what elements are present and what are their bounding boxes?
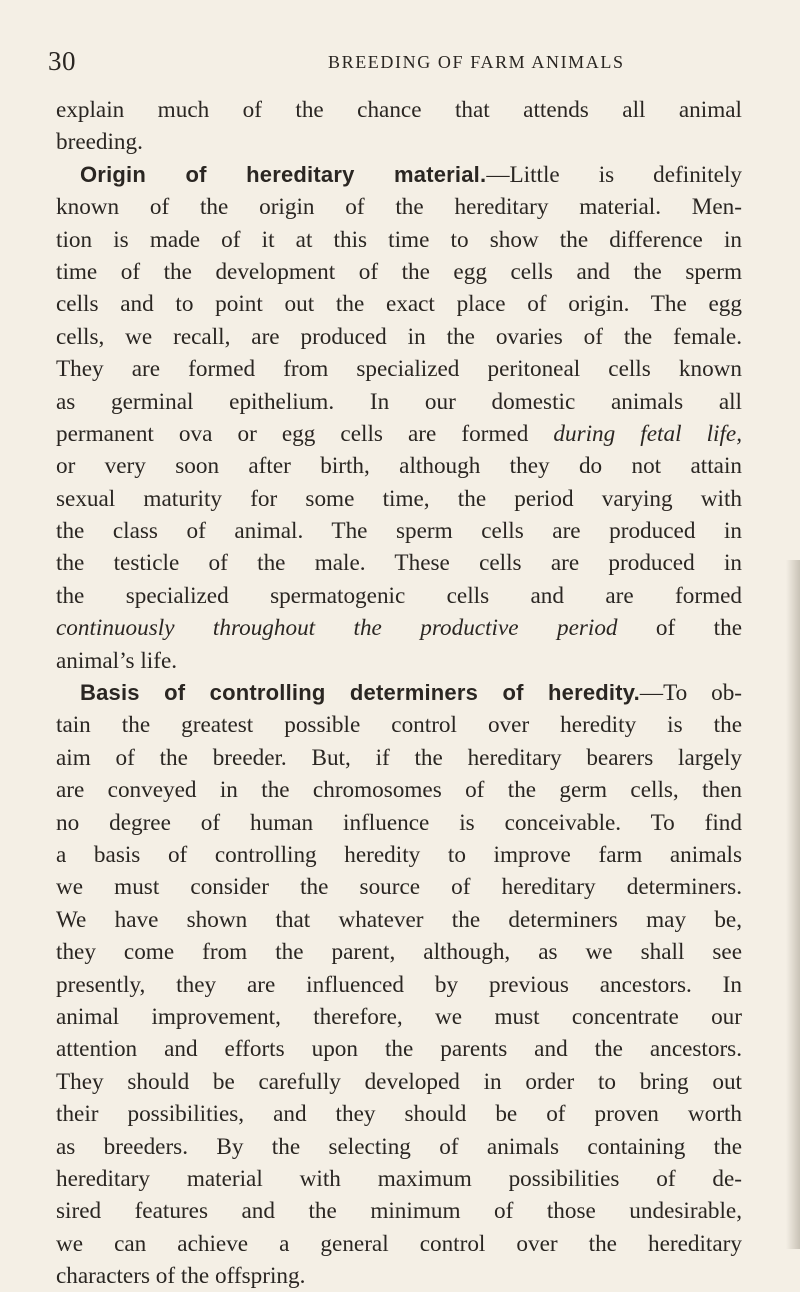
text-run: attention and efforts upon the parents and the ancestors.: [56, 1036, 742, 1063]
text-line: [56, 1163, 742, 1195]
body-text: [56, 94, 742, 1292]
text-run: a basis of controlling heredity to improve farm animals: [56, 841, 742, 868]
text-run: hereditary material with maximum possibilities of de-: [56, 1165, 742, 1192]
text-line: [56, 94, 742, 126]
text-line: [56, 191, 742, 223]
text-line: [56, 450, 742, 482]
text-run: as breeders. By the selecting of animals containing the: [56, 1133, 742, 1160]
text-line: [56, 159, 742, 191]
text-line: [56, 547, 742, 579]
text-line: [56, 515, 742, 547]
text-line: [56, 1228, 742, 1260]
text-line: [56, 224, 742, 256]
running-title: BREEDING OF FARM ANIMALS: [328, 52, 625, 72]
page-edge-shadow: [786, 560, 800, 1249]
text-line: [56, 904, 742, 936]
text-line: [56, 418, 742, 450]
text-line: [56, 1260, 742, 1292]
text-line: [56, 807, 742, 839]
text-run: their possibilities, and they should be of proven worth: [56, 1101, 742, 1128]
section-heading: Origin of hereditary material.: [80, 161, 487, 187]
text-line: [56, 871, 742, 903]
text-line: [56, 256, 742, 288]
text-run: are conveyed in the chromosomes of the germ cells, then: [56, 777, 742, 804]
text-run: explain much of the chance that attends all animal: [56, 97, 742, 123]
text-run: cells and to point out the exact place of origin. The egg: [56, 291, 742, 318]
text-run: animal improvement, therefore, we must concentrate our: [56, 1003, 742, 1030]
text-line: [56, 969, 742, 1001]
text-run: of the: [617, 615, 742, 642]
text-run: —To ob-: [639, 680, 743, 707]
text-line: [56, 1195, 742, 1227]
text-run: —Little is definitely: [486, 161, 743, 188]
text-line: [56, 288, 742, 320]
text-line: [56, 1001, 742, 1033]
section-heading: Basis of controlling determiners of heredity.: [80, 680, 640, 706]
text-line: [56, 1098, 742, 1130]
page-number: 30: [48, 46, 76, 76]
text-run: no degree of human influence is conceivable. To find: [56, 809, 742, 836]
text-run: cells, we recall, are produced in the ovaries of the female.: [56, 323, 742, 350]
text-line: [56, 742, 742, 774]
text-run: breeding.: [56, 129, 143, 156]
text-run: tain the greatest possible control over heredity is the: [56, 712, 742, 739]
text-line: [56, 612, 742, 644]
text-line: [56, 839, 742, 871]
text-line: [56, 580, 742, 612]
running-head: [48, 46, 748, 76]
text-line: [56, 1066, 742, 1098]
text-line: [56, 126, 742, 158]
text-run: the specialized spermatogenic cells and are formed: [56, 582, 742, 609]
text-run: the class of animal. The sperm cells are produced in: [56, 518, 742, 545]
text-run: the testicle of the male. These cells are produced in: [56, 550, 742, 577]
text-line: [56, 1131, 742, 1163]
text-run: They should be carefully developed in order to bring out: [56, 1068, 742, 1095]
text-run: We have shown that whatever the determiners may be,: [56, 906, 742, 933]
text-run: presently, they are influenced by previous ancestors. In: [56, 971, 742, 998]
text-line: [56, 386, 742, 418]
text-line: [56, 677, 742, 709]
text-line: [56, 645, 742, 677]
italic-text: continuously throughout the productive period: [56, 615, 618, 642]
text-line: [56, 774, 742, 806]
text-line: [56, 709, 742, 741]
text-line: [56, 936, 742, 968]
italic-text: during fetal life,: [553, 420, 743, 447]
text-line: [56, 1033, 742, 1065]
text-run: we can achieve a general control over the hereditary: [56, 1230, 742, 1257]
text-run: sired features and the minimum of those undesirable,: [56, 1198, 742, 1225]
text-run: sexual maturity for some time, the period varying with: [56, 485, 742, 512]
text-run: They are formed from specialized peritoneal cells known: [56, 356, 742, 383]
text-run: or very soon after birth, although they do not attain: [56, 453, 742, 480]
text-run: permanent ova or egg cells are formed: [56, 420, 554, 447]
text-line: [56, 353, 742, 385]
text-run: tion is made of it at this time to show the difference in: [56, 226, 742, 253]
text-run: aim of the breeder. But, if the hereditary bearers largely: [56, 744, 742, 771]
text-run: animal’s life.: [56, 647, 178, 674]
text-line: [56, 321, 742, 353]
text-run: we must consider the source of hereditary determiners.: [56, 874, 742, 901]
text-run: characters of the offspring.: [56, 1263, 306, 1290]
text-run: as germinal epithelium. In our domestic animals all: [56, 388, 742, 415]
text-run: known of the origin of the hereditary material. Men-: [56, 194, 742, 221]
text-run: time of the development of the egg cells and the sperm: [56, 258, 742, 285]
text-run: they come from the parent, although, as we shall see: [56, 939, 742, 966]
text-line: [56, 483, 742, 515]
